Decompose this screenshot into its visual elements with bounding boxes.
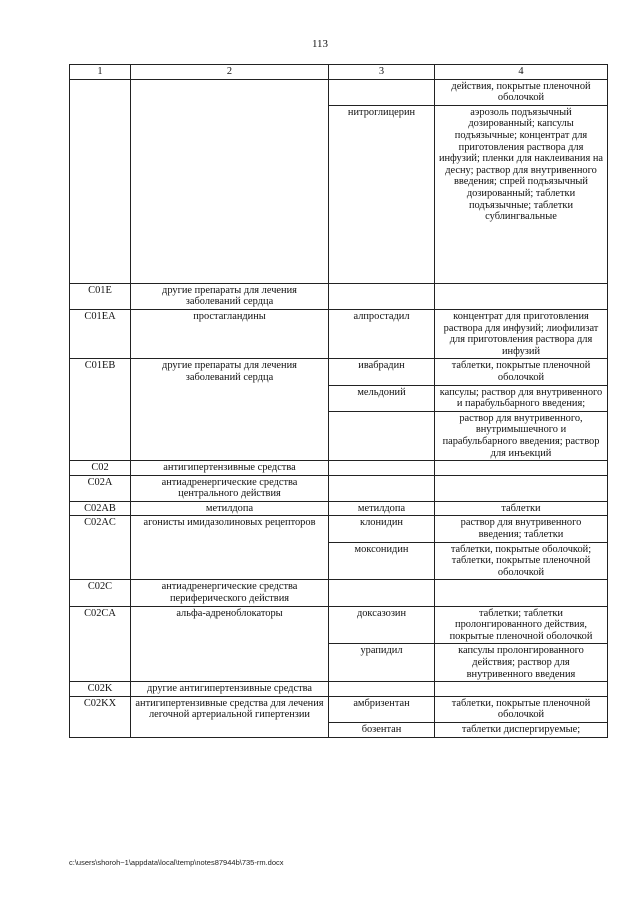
drug-cell: метилдопа [329,501,435,516]
drug-cell: моксонидин [329,542,435,580]
drug-cell: урапидил [329,644,435,682]
table-row [70,516,608,542]
group-cell: другие препараты для лечения заболеваний сердца [131,283,329,309]
group-cell: метилдопа [131,501,329,516]
drug-cell: алпростадил [329,309,435,358]
atc-code-cell: C02C [70,580,131,606]
drug-cell: бозентан [329,722,435,737]
group-cell: альфа-адреноблокаторы [131,606,329,682]
group-cell: антиадренергические средства периферического действия [131,580,329,606]
group-cell: антигипертензивные средства [131,461,329,476]
table-row [70,475,608,501]
table-row [70,580,608,606]
form-cell: капсулы; раствор для внутривенного и парабульбарного введения; [435,385,608,411]
group-cell: другие антигипертензивные средства [131,682,329,697]
table-row [70,359,608,385]
drug-cell: ивабрадин [329,359,435,385]
drug-table [69,64,608,738]
form-cell: аэрозоль подъязычный дозированный; капсулы подъязычные; концентрат для приготовления раствора для инфузий; пленки для наклеивания на десну; раствор для внутривенного введения; спрей подъязычный дозированный; таблетки подъязычные; таблетки сублингвальные [435,105,608,283]
form-cell: действия, покрытые пленочной оболочкой [435,79,608,105]
table-row [70,461,608,476]
form-cell [435,283,608,309]
form-cell: таблетки [435,501,608,516]
atc-code-cell: C02AB [70,501,131,516]
table-row [70,283,608,309]
atc-code-cell: C02 [70,461,131,476]
form-cell: таблетки; таблетки пролонгированного действия, покрытые пленочной оболочкой [435,606,608,644]
table-row [70,682,608,697]
form-cell: таблетки, покрытые оболочкой; таблетки, покрытые пленочной оболочкой [435,542,608,580]
form-cell [435,475,608,501]
drug-cell: доксазозин [329,606,435,644]
drug-cell [329,283,435,309]
file-path-footer: c:\users\shoroh~1\appdata\local\temp\notes87944b\735-rm.docx [69,858,284,867]
drug-cell: нитроглицерин [329,105,435,283]
group-cell [131,79,329,283]
drug-cell: клонидин [329,516,435,542]
atc-code-cell: C01E [70,283,131,309]
form-cell: таблетки диспергируемые; [435,722,608,737]
group-cell: другие препараты для лечения заболеваний сердца [131,359,329,461]
form-cell [435,682,608,697]
table-header-row [70,65,608,80]
form-cell [435,580,608,606]
drug-cell [329,682,435,697]
atc-code-cell [70,79,131,283]
atc-code-cell: C01EB [70,359,131,461]
atc-code-cell: C02KX [70,696,131,737]
group-cell: агонисты имидазолиновых рецепторов [131,516,329,580]
header-col-2: 2 [131,65,329,80]
drug-cell [329,79,435,105]
drug-cell [329,475,435,501]
table-row [70,309,608,358]
table-row [70,696,608,722]
group-cell: антигипертензивные средства для лечения легочной артериальной гипертензии [131,696,329,737]
form-cell: таблетки, покрытые пленочной оболочкой [435,359,608,385]
atc-code-cell: C02K [70,682,131,697]
drug-cell [329,461,435,476]
header-col-3: 3 [329,65,435,80]
form-cell [435,461,608,476]
header-col-4: 4 [435,65,608,80]
header-col-1: 1 [70,65,131,80]
atc-code-cell: C02A [70,475,131,501]
table-row [70,606,608,644]
atc-code-cell: C01EA [70,309,131,358]
group-cell: простагландины [131,309,329,358]
form-cell: таблетки, покрытые пленочной оболочкой [435,696,608,722]
drug-cell: амбризентан [329,696,435,722]
atc-code-cell: C02AC [70,516,131,580]
form-cell: раствор для внутривенного введения; таблетки [435,516,608,542]
form-cell: капсулы пролонгированного действия; раствор для внутривенного введения [435,644,608,682]
atc-code-cell: C02CA [70,606,131,682]
page-number: 113 [311,38,329,50]
form-cell: концентрат для приготовления раствора для инфузий; лиофилизат для приготовления раствора для инфузий [435,309,608,358]
form-cell: раствор для внутривенного, внутримышечного и парабульбарного введения; раствор для инъекций [435,411,608,460]
table-row [70,79,608,105]
drug-cell: мельдоний [329,385,435,411]
drug-cell [329,411,435,460]
table-row [70,501,608,516]
group-cell: антиадренергические средства центрального действия [131,475,329,501]
drug-cell [329,580,435,606]
